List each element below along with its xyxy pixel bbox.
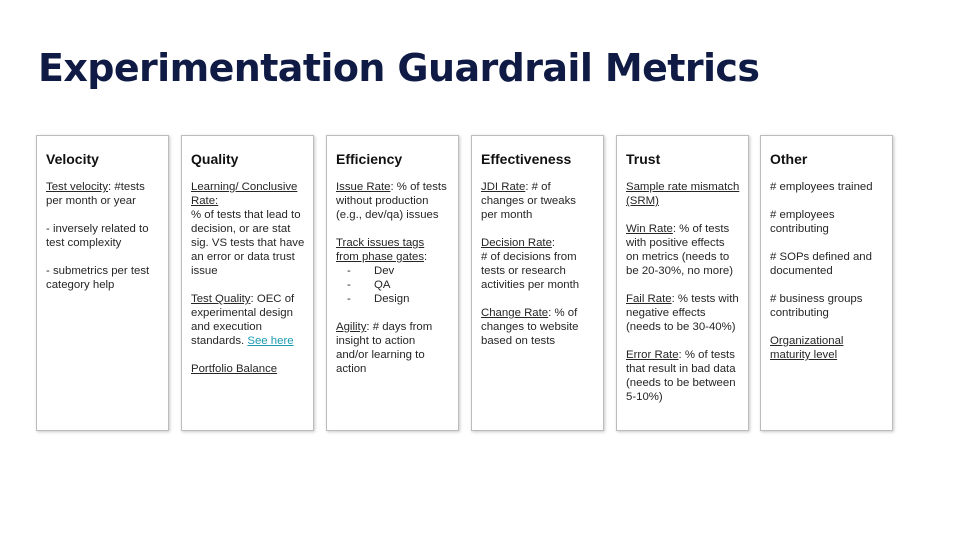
list-item-text: QA xyxy=(374,279,391,291)
metric-text: : % of changes to website based on tests xyxy=(481,307,579,347)
metric-text: # employees contributing xyxy=(770,209,835,235)
metric-text: % of tests that lead to decision, or are stat sig. VS tests that have an error or data trust issue xyxy=(191,209,305,277)
card-heading: Quality xyxy=(191,151,239,167)
metric-label: Learning/ Conclusive Rate: xyxy=(191,181,298,207)
metric-text: : % of tests that result in bad data (needs to be between 5-10%) xyxy=(626,349,736,403)
metric-label: Change Rate xyxy=(481,307,549,319)
metric-text: : xyxy=(424,251,428,263)
card-other xyxy=(760,135,893,431)
metric-block xyxy=(46,264,160,292)
card-heading: Trust xyxy=(626,151,661,167)
metric-label: Organizational maturity level xyxy=(770,335,844,361)
metric-label: JDI Rate xyxy=(481,181,526,193)
card-heading: Effectiveness xyxy=(481,151,572,167)
metric-block xyxy=(481,236,595,292)
metric-label: Fail Rate xyxy=(626,293,672,305)
metric-block xyxy=(770,250,884,278)
metric-block xyxy=(481,306,595,348)
metric-block xyxy=(626,348,740,404)
metric-text: : # days from insight to action and/or learning to action xyxy=(336,321,433,375)
metric-label: Issue Rate xyxy=(336,181,391,193)
metric-label: Track issues tags from phase gates xyxy=(336,237,425,263)
metric-block xyxy=(770,292,884,320)
metric-text: : % of tests with positive effects on metrics (needs to be 20-30%, no more) xyxy=(626,223,734,277)
metric-block xyxy=(481,180,595,222)
metric-block xyxy=(770,208,884,236)
card-efficiency xyxy=(326,135,459,431)
metric-label: Agility xyxy=(336,321,367,333)
bullet-list xyxy=(336,264,450,306)
metric-block xyxy=(336,236,450,306)
card-heading: Other xyxy=(770,151,808,167)
see-here-link[interactable]: See here xyxy=(247,335,294,347)
metric-label: Win Rate xyxy=(626,223,673,235)
list-item: - QA xyxy=(347,279,391,291)
metric-text: : # of changes or tweaks per month xyxy=(481,181,576,221)
metric-text: # SOPs defined and documented xyxy=(770,251,872,277)
metric-block xyxy=(46,180,160,208)
metric-label: Error Rate xyxy=(626,349,679,361)
metric-block xyxy=(191,180,305,278)
metric-block xyxy=(770,180,884,194)
metric-block xyxy=(626,292,740,334)
metric-block xyxy=(191,362,305,376)
metric-text: : % of tests without production (e.g., dev/qa) issues xyxy=(336,181,447,221)
card-effectiveness xyxy=(471,135,604,431)
card-velocity xyxy=(36,135,169,431)
card-heading: Velocity xyxy=(46,151,99,167)
list-item-text: Dev xyxy=(374,265,395,277)
metric-block xyxy=(336,320,450,376)
metric-text: # employees trained xyxy=(770,181,873,193)
metric-block xyxy=(46,222,160,250)
metric-label: Test velocity xyxy=(46,181,109,193)
card-heading: Efficiency xyxy=(336,151,403,167)
metric-label: Test Quality xyxy=(191,293,251,305)
metric-text: : % tests with negative effects (needs to be 30-40%) xyxy=(626,293,739,333)
metric-block xyxy=(336,180,450,222)
metric-block xyxy=(626,180,740,208)
metric-block xyxy=(626,222,740,278)
metric-text: - submetrics per test category help xyxy=(46,265,150,291)
card-quality xyxy=(181,135,314,431)
metric-block xyxy=(770,334,884,362)
slide-title: Experimentation Guardrail Metrics xyxy=(38,46,760,90)
card-trust xyxy=(616,135,749,431)
list-item: - Design xyxy=(347,293,410,305)
metric-label: Portfolio Balance xyxy=(191,363,278,375)
metric-label: Sample rate mismatch (SRM) xyxy=(626,181,740,207)
metric-text: : # of decisions from tests or research activities per month xyxy=(481,237,580,291)
metric-text: : OEC of experimental design and execution standards. xyxy=(191,293,295,347)
list-item-text: Design xyxy=(374,293,410,305)
metric-text: : #tests per month or year xyxy=(46,181,145,207)
metric-text: # business groups contributing xyxy=(770,293,863,319)
metric-block xyxy=(191,292,305,348)
list-item: - Dev xyxy=(347,265,395,277)
metric-text: - inversely related to test complexity xyxy=(46,223,149,249)
metric-label: Decision Rate xyxy=(481,237,552,249)
